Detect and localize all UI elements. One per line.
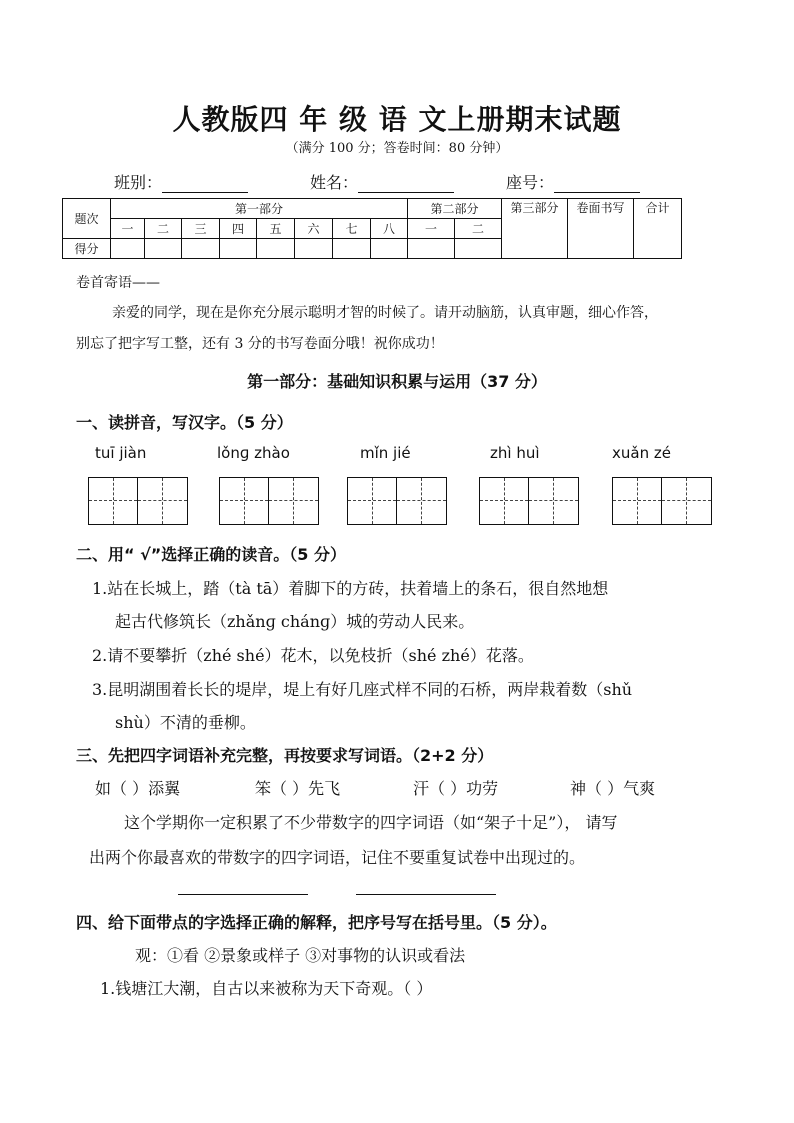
row-label-items: 题次 (63, 199, 111, 239)
score-table (62, 198, 682, 259)
q2-item2: 2.请不要攀折（zhé shé）花木，以免枝折（shé zhé）花落。 (92, 646, 534, 665)
char-cell[interactable] (138, 478, 187, 524)
char-cell[interactable] (613, 478, 662, 524)
char-cell[interactable] (220, 478, 269, 524)
score-cell[interactable] (333, 239, 371, 259)
q3-word-2: 笨（ ）先飞 (255, 779, 341, 798)
q3-instruction-line1: 这个学期你一定积累了不少带数字的四字词语（如“架子十足”）， 请写 (124, 813, 618, 832)
q3-title: 三、先把四字词语补充完整，再按要求写词语。（2+2 分） (76, 746, 494, 765)
score-cell[interactable] (220, 239, 257, 259)
exam-title: 人教版四 年 级 语 文上册期末试题 (172, 103, 622, 136)
char-cell[interactable] (89, 478, 138, 524)
name-field (310, 170, 454, 193)
seat-label: 座号： (506, 173, 555, 192)
pinyin-2: lǒnɡ zhào (217, 444, 290, 462)
writing-box-3[interactable] (347, 477, 447, 525)
char-cell[interactable] (269, 478, 318, 524)
char-cell[interactable] (662, 478, 711, 524)
score-cell[interactable] (371, 239, 408, 259)
q4-definitions: 观：①看 ②景象或样子 ③对事物的认识或看法 (135, 946, 466, 965)
preface-line2: 别忘了把字写工整，还有 3 分的书写卷面分哦！祝你成功！ (76, 336, 444, 352)
part1-item: 六 (295, 219, 333, 239)
part2-item: 二 (455, 219, 502, 239)
q3-word-3: 汗（ ）功劳 (413, 779, 499, 798)
q2-item3-line2: shù）不清的垂柳。 (115, 713, 256, 732)
name-label: 姓名： (310, 173, 359, 192)
part2-item: 一 (408, 219, 455, 239)
writing-box-5[interactable] (612, 477, 712, 525)
writing-box-4[interactable] (479, 477, 579, 525)
class-blank[interactable] (162, 176, 248, 193)
score-cell[interactable] (257, 239, 295, 259)
name-blank[interactable] (358, 176, 454, 193)
preface-line1: 亲爱的同学，现在是你充分展示聪明才智的时候了。请开动脑筋，认真审题，细心作答， (112, 305, 658, 321)
pinyin-5: xuǎn zé (612, 444, 671, 462)
part3-header: 第三部分 (502, 199, 568, 259)
score-cell[interactable] (455, 239, 502, 259)
char-cell[interactable] (480, 478, 529, 524)
writing-box-1[interactable] (88, 477, 188, 525)
part1-item: 五 (257, 219, 295, 239)
part1-item: 四 (220, 219, 257, 239)
part1-title: 第一部分：基础知识积累与运用（37 分） (247, 372, 547, 391)
preface-heading: 卷首寄语—— (76, 275, 160, 291)
pinyin-3: mǐn jié (360, 444, 411, 462)
q4-item1: 1.钱塘江大潮，自古以来被称为天下奇观。（ ） (100, 979, 433, 998)
row-label-score: 得分 (63, 239, 111, 259)
pinyin-1: tuī jiàn (95, 444, 147, 462)
char-cell[interactable] (529, 478, 578, 524)
q2-title: 二、用“ √”选择正确的读音。（5 分） (76, 545, 346, 564)
part1-item: 二 (145, 219, 182, 239)
q4-title: 四、给下面带点的字选择正确的解释，把序号写在括号里。（5 分）。 (76, 913, 557, 932)
q3-word-4: 神（ ）气爽 (570, 779, 656, 798)
q3-word-1: 如（ ）添翼 (95, 779, 181, 798)
part2-header: 第二部分 (408, 199, 502, 219)
answer-blank-2[interactable] (356, 893, 496, 895)
answer-blank-1[interactable] (178, 893, 308, 895)
q3-instruction-line2: 出两个你最喜欢的带数字的四字词语，记住不要重复试卷中出现过的。 (89, 848, 586, 867)
q2-item3-line1: 3.昆明湖围着长长的堤岸，堤上有好几座式样不同的石桥，两岸栽着数（shǔ (92, 680, 633, 699)
score-cell[interactable] (182, 239, 220, 259)
part1-item: 七 (333, 219, 371, 239)
char-cell[interactable] (397, 478, 446, 524)
part1-item: 三 (182, 219, 220, 239)
seat-field (506, 170, 640, 193)
part1-item: 八 (371, 219, 408, 239)
part1-header: 第一部分 (111, 199, 408, 219)
score-cell[interactable] (145, 239, 182, 259)
score-cell[interactable] (408, 239, 455, 259)
exam-subtitle: （满分 100 分；答卷时间：80 分钟） (285, 141, 509, 156)
class-field (114, 170, 248, 193)
writing-box-2[interactable] (219, 477, 319, 525)
seat-blank[interactable] (554, 176, 640, 193)
class-label: 班别： (114, 173, 163, 192)
score-cell[interactable] (295, 239, 333, 259)
score-cell[interactable] (111, 239, 145, 259)
char-cell[interactable] (348, 478, 397, 524)
q2-item1-line1: 1.站在长城上，踏（tà tā）着脚下的方砖，扶着墙上的条石，很自然地想 (92, 579, 609, 598)
pinyin-4: zhì huì (490, 444, 540, 462)
total-header: 合计 (634, 199, 682, 259)
part1-item: 一 (111, 219, 145, 239)
q1-title: 一、读拼音，写汉字。（5 分） (76, 413, 293, 432)
handwriting-header: 卷面书写 (568, 199, 634, 259)
q2-item1-line2: 起古代修筑长（zhǎnɡ chánɡ）城的劳动人民来。 (115, 612, 475, 631)
